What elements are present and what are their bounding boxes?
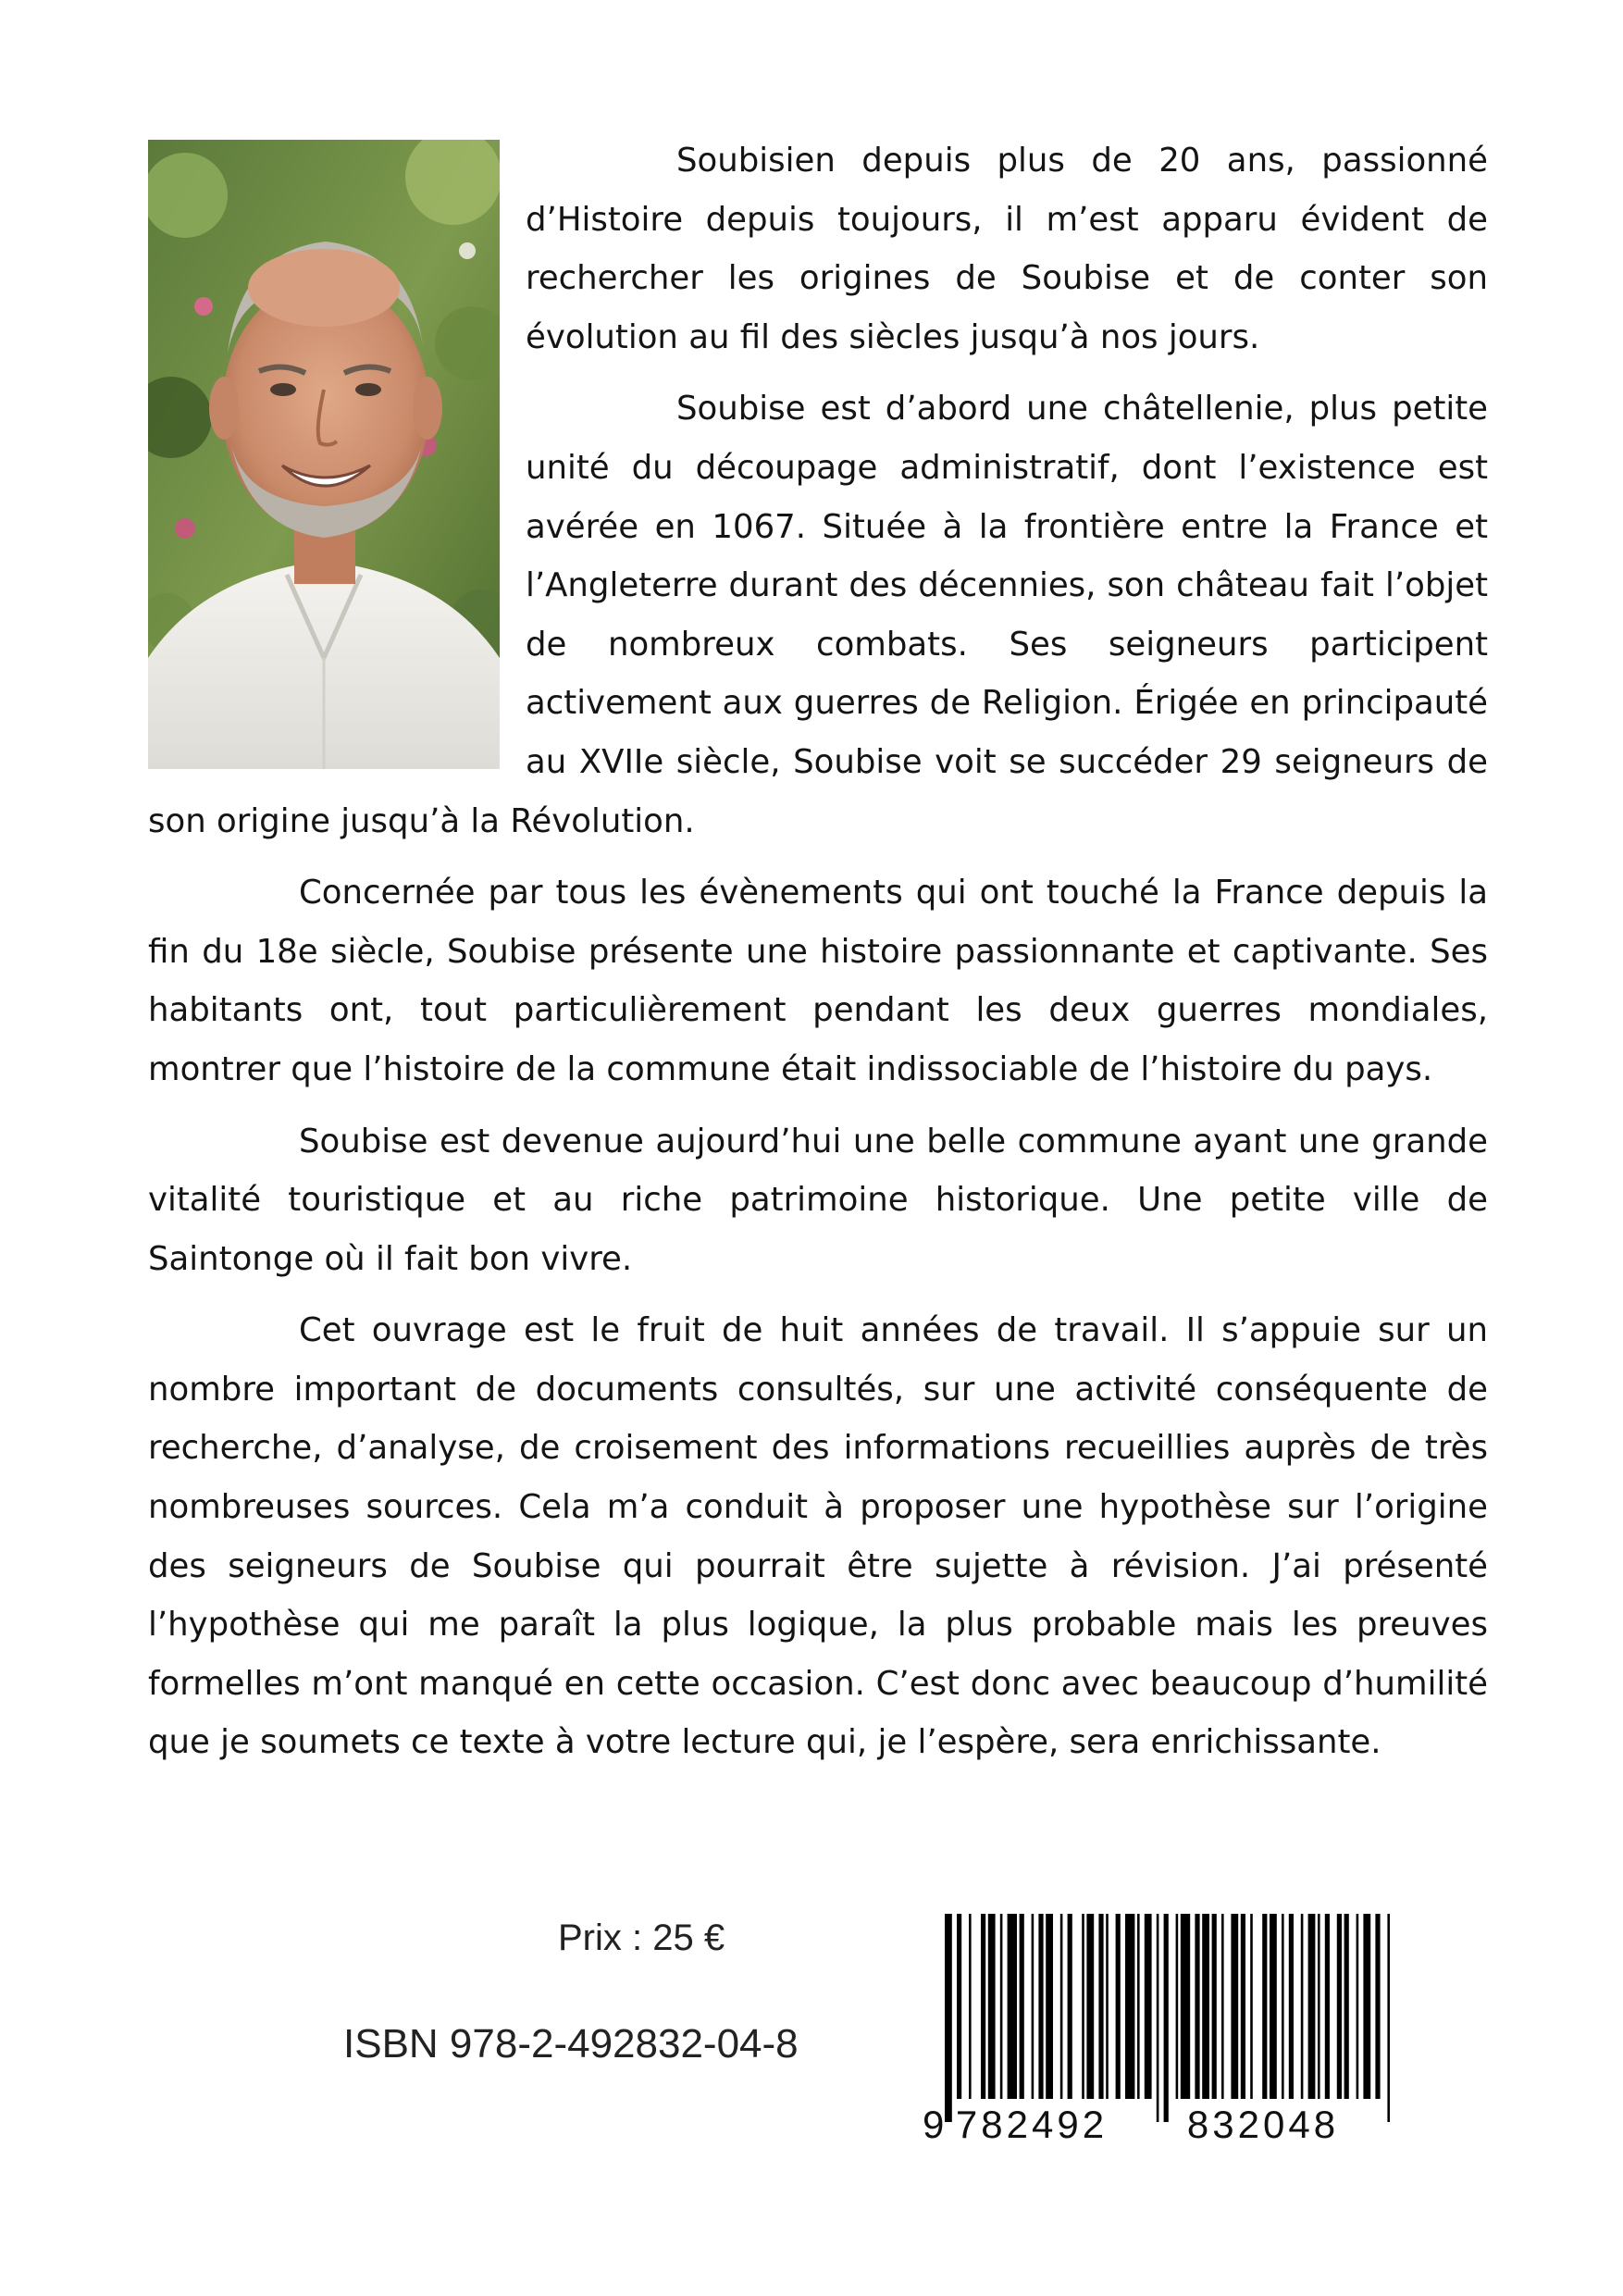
barcode-digits-right: 832048 (1186, 2103, 1340, 2145)
price-label: Prix : 25 € (558, 1917, 725, 1958)
barcode-digits-left: 782492 (955, 2103, 1109, 2145)
paragraph-ouvrage: Cet ouvrage est le fruit de huit années de travail. Il s’appuie sur un nombre important de documents consultés, sur une activité conséquente de recherche, d’analyse, de croisement des informations recueillies auprès de très nombreuses sources. Cela m’a conduit à proposer une hypothèse sur l’origine des seigneurs de Soubise qui pourrait être sujette à révision. J’ai présenté l’hypothèse qui me paraît la plus logique, la plus probable mais les preuves formelles m’ont manqué en cette occasion. C’est donc avec beaucoup d’humilité que je soumets ce texte à votre lecture qui, je l’espère, sera enrichissante. (148, 1311, 1488, 1762)
barcode-digit-first: 9 (923, 2103, 945, 2145)
paragraph-intro: Soubisien depuis plus de 20 ans, passionné d’Histoire depuis toujours, il m’est apparu évident de rechercher les origines de Soubise et de conter son évolution au fil des siècles jusqu’à nos jours. (526, 142, 1488, 356)
isbn-label: ISBN 978-2-492832-04-8 (343, 2021, 799, 2066)
barcode (911, 1914, 1411, 2145)
paragraph-commune: Soubise est devenue aujourd’hui une belle commune ayant une grande vitalité touristique et au riche patrimoine historique. Une petite ville de Saintonge où il fait bon vivre. (148, 1122, 1488, 1278)
author-portrait-photo (148, 140, 500, 769)
back-cover-text (148, 131, 1488, 1785)
paragraph-evenements: Concernée par tous les évènements qui ont touché la France depuis la fin du 18e siècle, Soubise présente une histoire passionnante et captivante. Ses habitants ont, tout particulièrement pendant les deux guerres mondiales, montrer que l’histoire de la commune était indissociable de l’histoire du pays. (148, 874, 1488, 1088)
paragraph-chatellenie: Soubise est d’abord une châtellenie, plus petite unité du découpage administratif, dont l’existence est avérée en 1067. Située à la frontière entre la France et l’Angleterre durant des décennies, son château fait l’objet de nombreux combats. Ses seigneurs participent activement aux guerres de Religion. Érigée en principauté au XVIIe siècle, Soubise voit se succéder 29 seigneurs de son origine jusqu’à la Révolution. (148, 390, 1488, 840)
